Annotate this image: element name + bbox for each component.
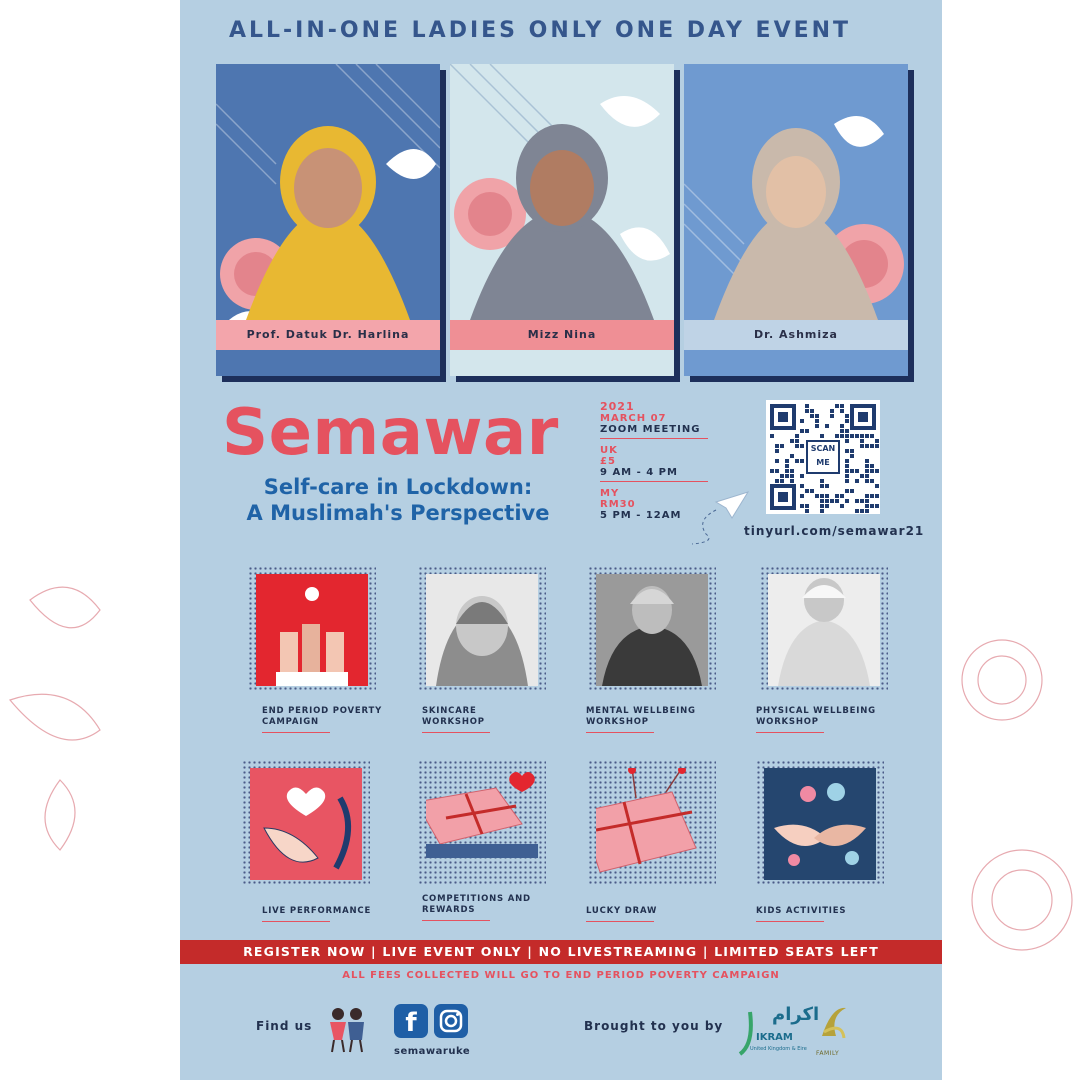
event-headline: ALL-IN-ONE LADIES ONLY ONE DAY EVENT: [228, 18, 852, 43]
event-subtitle: [222, 474, 574, 526]
activity-kids: [762, 766, 884, 884]
speaker-name: Dr. Ashmiza: [684, 320, 908, 350]
event-date: MARCH 07: [600, 413, 667, 424]
activity-skincare: [424, 572, 546, 690]
org-arabic-name: اكرام: [772, 1004, 820, 1025]
uk-label: UK: [600, 445, 618, 456]
activity-label: END PERIOD POVERTY CAMPAIGN: [262, 706, 402, 733]
family-logo-icon: [814, 1002, 848, 1052]
event-year: 2021: [600, 400, 635, 413]
fees-note: ALL FEES COLLECTED WILL GO TO END PERIOD POVERTY CAMPAIGN: [342, 970, 780, 981]
scan-me-badge: SCAN ME: [806, 440, 840, 474]
speaker-card-2: [450, 64, 674, 376]
register-banner[interactable]: REGISTER NOW | LIVE EVENT ONLY | NO LIVESTREAMING | LIMITED SEATS LEFT: [180, 940, 942, 964]
activity-label: LUCKY DRAW: [586, 906, 726, 922]
org-subtitle: United Kingdom & Eire: [750, 1046, 807, 1052]
family-label: FAMILY: [816, 1050, 840, 1057]
org-name: IKRAM: [756, 1032, 793, 1043]
uk-price: £5: [600, 456, 616, 467]
event-brand-title: Semawar: [222, 396, 559, 470]
activity-lucky-draw: [594, 766, 716, 884]
subtitle-line-1: Self-care in Lockdown:: [263, 475, 533, 499]
find-us-label: Find us: [256, 1019, 313, 1033]
activity-label: MENTAL WELLBEING WORKSHOP: [586, 706, 726, 733]
speaker-card-3: [684, 64, 908, 376]
social-handle[interactable]: semawaruke: [394, 1046, 471, 1057]
activity-mental-wellbeing: [594, 572, 716, 690]
paper-plane-icon: [686, 488, 750, 548]
activity-label: LIVE PERFORMANCE: [262, 906, 402, 922]
activity-physical-wellbeing: [766, 572, 888, 690]
subtitle-line-2: A Muslimah's Perspective: [246, 501, 550, 525]
activity-competitions: [424, 766, 546, 884]
speaker-name: Prof. Datuk Dr. Harlina: [216, 320, 440, 350]
registration-link[interactable]: tinyurl.com/semawar21: [744, 524, 925, 538]
activity-label: PHYSICAL WELLBEING WORKSHOP: [756, 706, 896, 733]
women-illustration-icon: [324, 1006, 370, 1054]
facebook-icon[interactable]: f: [394, 1004, 428, 1038]
activity-live-performance: [248, 766, 370, 884]
activity-label: KIDS ACTIVITIES: [756, 906, 896, 922]
uk-time: 9 AM - 4 PM: [600, 467, 678, 478]
speaker-name: Mizz Nina: [450, 320, 674, 350]
my-time: 5 PM - 12AM: [600, 510, 682, 521]
my-price: RM30: [600, 499, 636, 510]
speaker-card-1: [216, 64, 440, 376]
activity-label: SKINCARE WORKSHOP: [422, 706, 562, 733]
activity-end-period-poverty: [254, 572, 376, 690]
instagram-icon[interactable]: [434, 1004, 468, 1038]
brought-by-label: Brought to you by: [584, 1019, 724, 1033]
left-margin: [0, 0, 180, 1080]
right-margin: [942, 0, 1080, 1080]
activity-label: COMPETITIONS AND REWARDS: [422, 894, 562, 921]
my-label: MY: [600, 488, 620, 499]
event-platform: ZOOM MEETING: [600, 424, 701, 435]
